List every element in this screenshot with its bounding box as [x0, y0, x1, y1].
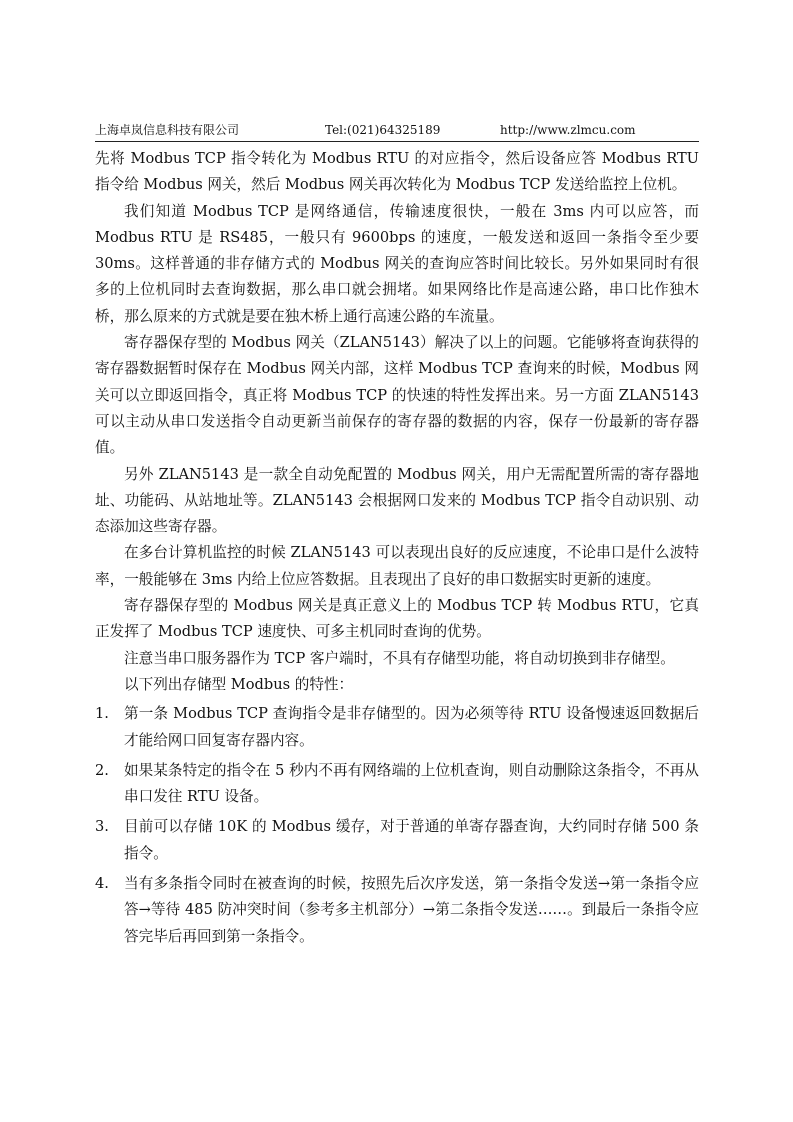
list-item-text: 当有多条指令同时在被查询的时候，按照先后次序发送，第一条指令发送→第一条指令应答→等待 485 防冲突时间（参考多主机部分）→第二条指令发送……。到最后一条指令应答完毕后再回到第一条指令。 [124, 875, 699, 945]
list-item-text: 如果某条特定的指令在 5 秒内不再有网络端的上位机查询，则自动删除这条指令，不再从串口发往 RTU 设备。 [124, 761, 699, 806]
list-item [95, 814, 699, 867]
paragraph-true-conversion: 寄存器保存型的 Modbus 网关是真正意义上的 Modbus TCP 转 Modbus RTU，它真正发挥了 Modbus TCP 速度快、可多主机同时查询的优势。 [95, 597, 699, 641]
list-item [95, 758, 699, 811]
paragraph-register-storage: 寄存器保存型的 Modbus 网关（ZLAN5143）解决了以上的问题。它能够将查询获得的寄存器数据暂时保存在 Modbus 网关内部，这样 Modbus TCP 查询来的时候，Modbus 网关可以立即返回指令，真正将 Modbus TCP 的快速的特性发挥出来。另一方面 ZLAN5143 可以主动从串口发送指令自动更新当前保存的寄存器的数据的内容，保存一份最新的寄存器值。 [95, 334, 699, 457]
header-company-name: 上海卓岚信息科技有限公司 [95, 123, 240, 137]
header-telephone: Tel:(021)64325189 [325, 123, 441, 137]
list-intro: 以下列出存储型 Modbus 的特性： [124, 675, 354, 693]
document-body [95, 146, 699, 954]
list-item-number: 1. [95, 705, 109, 723]
list-item-text: 第一条 Modbus TCP 查询指令是非存储型的。因为必须等待 RTU 设备慢速返回数据后才能给网口回复寄存器内容。 [124, 705, 699, 749]
list-item-number: 2. [95, 761, 109, 779]
list-item-number: 3. [95, 818, 109, 836]
list-item-text: 目前可以存储 10K 的 Modbus 缓存，对于普通的单寄存器查询，大约同时存储 500 条指令。 [124, 818, 699, 862]
paragraph-auto-config: 另外 ZLAN5143 是一款全自动免配置的 Modbus 网关，用户无需配置所需的寄存器地址、功能码、从站地址等。ZLAN5143 会根据网口发来的 Modbus TCP 指令自动识别、动态添加这些寄存器。 [95, 465, 699, 536]
feature-list [95, 701, 699, 950]
paragraph-tcp-client-note: 注意当串口服务器作为 TCP 客户端时，不具有存储型功能，将自动切换到非存储型。 [124, 649, 675, 667]
paragraph-multi-computer: 在多台计算机监控的时候 ZLAN5143 可以表现出良好的反应速度，不论串口是什么波特率，一般能够在 3ms 内给上位应答数据。且表现出了良好的串口数据实时更新的速度。 [95, 544, 699, 588]
list-item [95, 701, 699, 754]
header-website-link[interactable]: http://www.zlmcu.com [500, 123, 636, 137]
paragraph-continuation: 先将 Modbus TCP 指令转化为 Modbus RTU 的对应指令，然后设备应答 Modbus RTU 指令给 Modbus 网关，然后 Modbus 网关再次转化为 Modbus TCP 发送给监控上位机。 [95, 150, 699, 194]
page-header [95, 121, 699, 142]
paragraph-speed-comparison: 我们知道 Modbus TCP 是网络通信，传输速度很快，一般在 3ms 内可以应答，而 Modbus RTU 是 RS485，一般只有 9600bps 的速度，一般发送和返回一条指令至少要 30ms。这样普通的非存储方式的 Modbus 网关的查询应答时间比较长。另外如果同时有很多的上位机同时去查询数据，那么串口就会拥堵。如果网络比作是高速公路，串口比作独木桥，那么原来的方式就是要在独木桥上通行高速公路的车流量。 [95, 202, 699, 325]
list-item [95, 871, 699, 950]
list-item-number: 4. [95, 875, 109, 893]
